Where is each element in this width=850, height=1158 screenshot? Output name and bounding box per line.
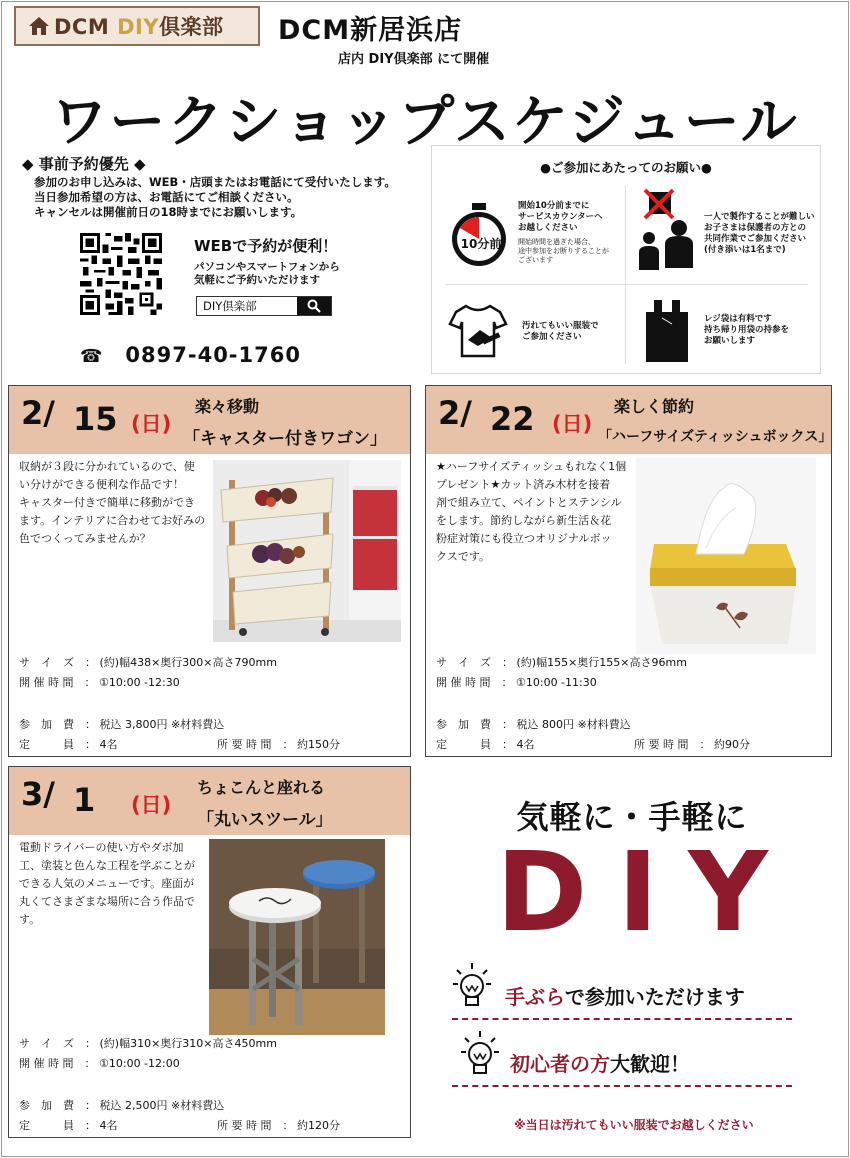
date-month: 2/ xyxy=(438,394,472,432)
lightbulb-icon xyxy=(460,1030,500,1076)
spec-time: 開 催 時 間 ： ①10:00 -12:00 xyxy=(19,1057,180,1070)
store-subtitle: 店内 DIY倶楽部 にて開催 xyxy=(338,52,490,67)
shopping-bag-icon xyxy=(644,298,690,364)
date-day: 15 xyxy=(73,400,118,438)
logo-dcm-text: DCM xyxy=(54,15,110,39)
spec-size: サ イ ズ ： (約)幅155×奥行155×高さ96mm xyxy=(436,656,687,669)
spec-time: 開 催 時 間 ： ①10:00 -12:30 xyxy=(19,676,180,689)
notice-text: 一人で製作することが難しい お子さまは保護者の方との 共同作業でご参加ください (付き添いは1名まで) xyxy=(704,212,815,255)
divider xyxy=(446,284,808,285)
workshop-name: 「丸いスツール」 xyxy=(197,810,333,830)
lightbulb-icon xyxy=(452,962,492,1008)
stopwatch-icon xyxy=(448,201,510,269)
footnote: ※当日は汚れてもいい服装でお越しください xyxy=(514,1118,754,1132)
web-reservation-desc: 気軽にご予約いただけます xyxy=(194,274,320,286)
spec-time: 開 催 時 間 ： ①10:00 -11:30 xyxy=(436,676,597,689)
search-box[interactable] xyxy=(196,296,332,316)
dashed-divider xyxy=(452,1018,792,1020)
tissue-box-photo xyxy=(636,458,816,654)
workshop-subtitle: ちょこんと座れる xyxy=(197,778,326,797)
workshop-card[interactable] xyxy=(425,385,832,757)
spec-duration: 所 要 時 間 ： 約90分 xyxy=(634,738,750,751)
reservation-line: 当日参加希望の方は、お電話にてご相談ください。 xyxy=(34,190,299,204)
dashed-divider xyxy=(452,1085,792,1087)
workshop-card[interactable] xyxy=(8,766,411,1138)
web-reservation-desc: パソコンやスマートフォンから xyxy=(194,261,340,273)
spec-capacity: 定 員 ： 4名 xyxy=(19,1119,118,1132)
day-of-week: (日) xyxy=(131,412,172,436)
date-day: 22 xyxy=(490,400,535,438)
spec-capacity: 定 員 ： 4名 xyxy=(436,738,535,751)
spec-duration: 所 要 時 間 ： 約120分 xyxy=(217,1119,340,1132)
date-month: 3/ xyxy=(21,775,55,813)
notice-title: ●ご参加にあたってのお願い● xyxy=(540,160,712,175)
web-reservation-title: WEBで予約が便利！ xyxy=(194,237,338,255)
workshop-description: ★ハーフサイズティッシュもれなく1個 プレゼント★カット済み木材を接着 剤で組み立て、ペイントとステンシル をします。節約しながら新生活＆花 粉症対策にも役立つオリジナルボッ クスです。 xyxy=(436,460,627,563)
reservation-heading: ◆ 事前予約優先 ◆ xyxy=(22,155,146,173)
logo-diy-text: DIY xyxy=(117,15,160,39)
workshop-card[interactable] xyxy=(8,385,411,757)
workshop-description: 収納が３段に分かれているので、使 い分けができる便利な作品です！ キャスター付きで簡単に移動ができ ます。インテリアに合わせてお好みの 色でつくってみませんか？ xyxy=(19,460,206,545)
phone-number-line xyxy=(80,343,301,367)
day-of-week: (日) xyxy=(552,412,593,436)
phone-number[interactable]: 0897-40-1760 xyxy=(125,343,301,367)
date-day: 1 xyxy=(73,781,96,819)
reservation-line: キャンセルは開催前日の18時までにお願いします。 xyxy=(34,205,303,219)
wagon-photo xyxy=(213,460,401,642)
qr-code[interactable] xyxy=(78,233,164,315)
search-button[interactable] xyxy=(297,297,331,315)
logo-club-text: 倶楽部 xyxy=(159,15,224,39)
spec-capacity: 定 員 ： 4名 xyxy=(19,738,118,751)
notice-text: 汚れてもいい服装で ご参加ください xyxy=(522,321,599,342)
search-input[interactable]: DIY倶楽部 xyxy=(203,299,257,313)
promo-diy-logo: DIY xyxy=(496,828,798,956)
house-icon xyxy=(28,15,50,37)
store-name: DCM新居浜店 xyxy=(278,15,463,46)
telephone-icon: ☎ xyxy=(80,346,104,367)
stopwatch-label: 10分前 xyxy=(460,237,502,251)
workshop-name: 「キャスター付きワゴン」 xyxy=(183,429,387,449)
paint-shirt-icon xyxy=(448,300,508,360)
spec-fee: 参 加 費 ： 税込 2,500円 ※材料費込 xyxy=(19,1099,225,1112)
notice-text: レジ袋は有料です 持ち帰り用袋の持参を お願いします xyxy=(704,314,790,346)
notice-box xyxy=(431,145,821,374)
spec-duration: 所 要 時 間 ： 約150分 xyxy=(217,738,340,751)
spec-size: サ イ ズ ： (約)幅310×奥行310×高さ450mm xyxy=(19,1037,277,1050)
notice-text: 開始10分前までに サービスカウンターへ お越しください xyxy=(518,201,603,233)
feature-beginners: 初心者の方大歓迎！ xyxy=(510,1052,690,1076)
page-title: ワークショップスケジュール xyxy=(51,90,799,155)
date-month: 2/ xyxy=(21,394,55,432)
feature-no-tools: 手ぶらで参加いただけます xyxy=(505,985,745,1009)
search-icon xyxy=(307,299,321,313)
workshop-subtitle: 楽しく節約 xyxy=(614,397,695,416)
parent-child-icon xyxy=(635,188,697,272)
spec-fee: 参 加 費 ： 税込 800円 ※材料費込 xyxy=(436,718,631,731)
workshop-name: 「ハーフサイズティッシュボックス」 xyxy=(598,429,833,445)
day-of-week: (日) xyxy=(131,793,172,817)
spec-fee: 参 加 費 ： 税込 3,800円 ※材料費込 xyxy=(19,718,225,731)
workshop-subtitle: 楽々移動 xyxy=(195,397,260,416)
spec-size: サ イ ズ ： (約)幅438×奥行300×高さ790mm xyxy=(19,656,277,669)
reservation-line: 参加のお申し込みは、WEB・店頭またはお電話にて受付いたします。 xyxy=(34,175,396,189)
dcm-diy-club-logo xyxy=(14,6,260,46)
promo-title: 気軽に・手軽に xyxy=(516,798,748,836)
stool-photo xyxy=(209,839,385,1035)
workshop-description: 電動ドライバーの使い方やダボ加 工、塗装と色んな工程を学ぶことが できる人気のメニューです。座面が 丸くてさまざまな場所に合う作品で す。 xyxy=(19,841,195,926)
notice-small-text: 開始時間を過ぎた場合、 途中参加をお断りすることが ございます xyxy=(518,238,609,264)
divider xyxy=(625,186,626,364)
